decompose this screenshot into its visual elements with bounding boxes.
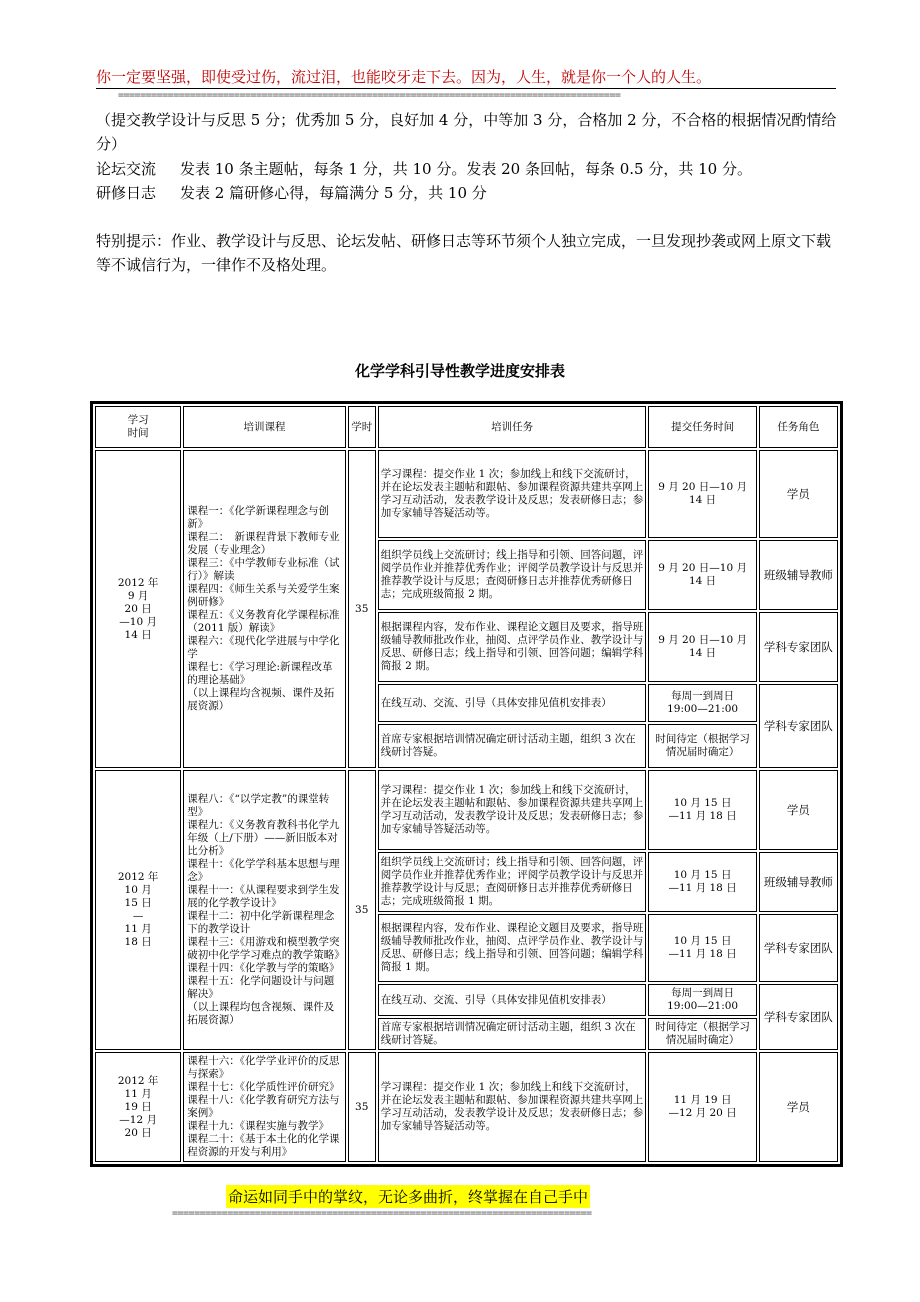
period2-time: 2012 年 10 月 15 日 — 11 月 18 日 xyxy=(95,770,181,1050)
period3-courses xyxy=(183,1052,345,1162)
course-item: 课程十六：《化学学业评价的反思与探索》 xyxy=(187,1055,340,1080)
header-separator: =========================================================================================== xyxy=(118,90,621,101)
table-title: 化学学科引导性教学进度安排表 xyxy=(354,362,565,380)
course-item: 课程十五：化学问题设计与问题解决》 xyxy=(187,975,335,1000)
course-item: 课程四：《师生关系与关爱学生案例研修》 xyxy=(187,583,340,608)
period1-courses xyxy=(183,450,345,768)
course-item: 课程二： 新课程背景下教师专业发展（专业理念） xyxy=(187,531,340,556)
footer-separator: ============================================================================ xyxy=(172,1208,592,1219)
period1-time-learner: 9 月 20 日—10 月 14 日 xyxy=(648,450,756,538)
period1-time-online: 每周一到周日 19:00—21:00 xyxy=(648,684,756,722)
period1-task-online: 在线互动、交流、引导（具体安排见值机安排表） xyxy=(378,684,647,722)
period1-time-tutor: 9 月 20 日—10 月 14 日 xyxy=(648,540,756,610)
course-item: 课程八：《“以学定教”的课堂转型》 xyxy=(187,793,330,818)
period2-time-chief: 时间待定（根据学习情况届时确定） xyxy=(648,1018,756,1050)
period2-task-tutor: 组织学员线上交流研讨；线上指导和引领、回答问题，评阅学员作业并推荐优秀作业；评阅学员教学设计与反思并推荐教学设计与反思；查阅研修日志并推荐优秀研修日志；完成班级简报 1 期。 xyxy=(378,852,647,912)
scoring-note: （提交教学设计与反思 5 分；优秀加 5 分，良好加 4 分，中等加 3 分，合格加 2 分，不合格的根据情况酌情给分） xyxy=(96,111,837,153)
period2-task-learner: 学习课程：提交作业 1 次；参加线上和线下交流研讨，并在论坛发表主题帖和跟帖、参加课程资源共建共享网上学习互动活动，发表教学设计及反思；发表研修日志；参加专家辅导答疑活动等。 xyxy=(378,770,647,850)
course-item: 课程一：《化学新课程理念与创新》 xyxy=(187,505,329,530)
period2-role-tutor: 班级辅导教师 xyxy=(759,852,838,912)
schedule-table xyxy=(90,401,843,1167)
period1-role-online: 学科专家团队 xyxy=(759,684,838,768)
header-time: 学习 时间 xyxy=(95,406,181,448)
course-item: 课程十三：《用游戏和模型教学突破初中化学学习难点的教学策略》 xyxy=(187,936,345,961)
period2-role-expert: 学科专家团队 xyxy=(759,914,838,982)
forum-line xyxy=(96,157,840,181)
course-item: （以上课程均含视频、课件及拓展资源） xyxy=(187,687,335,712)
course-item: 课程十：《化学学科基本思想与理念》 xyxy=(187,858,340,883)
header-task: 培训任务 xyxy=(378,406,647,448)
period1-time-expert: 9 月 20 日—10 月 14 日 xyxy=(648,612,756,682)
period2-task-chief: 首席专家根据培训情况确定研讨活动主题，组织 3 次在线研讨答疑。 xyxy=(378,1018,647,1050)
course-item: （以上课程均包含视频、课件及拓展资源） xyxy=(187,1001,335,1026)
period1-role-tutor: 班级辅导教师 xyxy=(759,540,838,610)
course-item: 课程十四：《化学教与学的策略》 xyxy=(187,962,340,974)
log-line xyxy=(96,181,840,205)
period3-time-learner: 11 月 19 日 —12 月 20 日 xyxy=(648,1052,756,1162)
period1-role-learner: 学员 xyxy=(759,450,838,538)
course-item: 课程十八：《化学教育研究方法与案例》 xyxy=(187,1094,340,1119)
period1-task-learner: 学习课程：提交作业 1 次；参加线上和线下交流研讨，并在论坛发表主题帖和跟帖、参加课程资源共建共享网上学习互动活动，发表教学设计及反思；发表研修日志；参加专家辅导答疑活动等。 xyxy=(378,450,647,538)
course-item: 课程十九：《课程实施与教学》 xyxy=(187,1120,329,1132)
period2-role-learner: 学员 xyxy=(759,770,838,850)
course-item: 课程六：《现代化学进展与中学化学 xyxy=(187,635,340,660)
period1-task-expert: 根据课程内容，发布作业、课程论文题目及要求，指导班级辅导教师批改作业，抽阅、点评学员作业、教学设计与反思、研修日志；线上指导和引领、回答问题；编辑学科简报 2 期。 xyxy=(378,612,647,682)
period2-time-expert: 10 月 15 日 —11 月 18 日 xyxy=(648,914,756,982)
period1-task-tutor: 组织学员线上交流研讨；线上指导和引领、回答问题，评阅学员作业并推荐优秀作业；评阅学员教学设计与反思并推荐教学设计与反思；查阅研修日志并推荐优秀研修日志；完成班级简报 2 期。 xyxy=(378,540,647,610)
header-rule xyxy=(96,88,836,89)
footer-motto: 命运如同手中的掌纹，无论多曲折，终掌握在自己手中 xyxy=(226,1185,590,1208)
period2-time-online: 每周一到周日 19:00—21:00 xyxy=(648,984,756,1016)
header-row xyxy=(95,406,838,448)
log-label: 研修日志 xyxy=(96,184,157,202)
period2-role-online: 学科专家团队 xyxy=(759,984,838,1050)
table-row xyxy=(95,1052,838,1162)
special-notice: 特别提示：作业、教学设计与反思、论坛发帖、研修日志等环节须个人独立完成，一旦发现抄袭或网上原文下载等不诚信行为，一律作不及格处理。 xyxy=(96,232,832,274)
header-motto: 你一定要坚强，即使受过伤，流过泪，也能咬牙走下去。因为，人生，就是你一个人的人生。 xyxy=(96,68,712,86)
course-item: 课程二十：《基于本土化的化学课程资源的开发与利用》 xyxy=(187,1133,340,1158)
period2-time-learner: 10 月 15 日 —11 月 18 日 xyxy=(648,770,756,850)
period3-time: 2012 年 11 月 19 日 —12 月 20 日 xyxy=(95,1052,181,1162)
header-hours: 学时 xyxy=(348,406,376,448)
period1-task-chief: 首席专家根据培训情况确定研讨活动主题，组织 3 次在线研讨答疑。 xyxy=(378,724,647,768)
period2-courses xyxy=(183,770,345,1050)
forum-text: 发表 10 条主题帖，每条 1 分，共 10 分。发表 20 条回帖，每条 0.5 分，共 10 分。 xyxy=(180,160,752,178)
forum-label: 论坛交流 xyxy=(96,160,157,178)
period1-hours: 35 xyxy=(348,450,376,768)
header-role: 任务角色 xyxy=(759,406,838,448)
table-row xyxy=(95,450,838,538)
course-item: 课程三：《中学教师专业标准（试行）》解读 xyxy=(187,557,340,582)
period3-role-learner: 学员 xyxy=(759,1052,838,1162)
period1-role-expert: 学科专家团队 xyxy=(759,612,838,682)
course-item: 课程十二：初中化学新课程理念下的教学设计 xyxy=(187,910,335,935)
course-item: 课程九：《义务教育教科书化学九年级（上/下册）——新旧版本对比分析》 xyxy=(187,819,340,857)
course-item: 课程七：《学习理论:新课程改革的理论基础》 xyxy=(187,661,333,686)
period2-time-tutor: 10 月 15 日 —11 月 18 日 xyxy=(648,852,756,912)
course-item: 课程五：《义务教育化学课程标准（2011 版）解读》 xyxy=(187,609,340,634)
period2-task-online: 在线互动、交流、引导（具体安排见值机安排表） xyxy=(378,984,647,1016)
log-text: 发表 2 篇研修心得，每篇满分 5 分，共 10 分 xyxy=(180,184,487,202)
period3-hours: 35 xyxy=(348,1052,376,1162)
period2-task-expert: 根据课程内容，发布作业、课程论文题目及要求，指导班级辅导教师批改作业，抽阅、点评学员作业、教学设计与反思、研修日志；线上指导和引领、回答问题；编辑学科简报 1 期。 xyxy=(378,914,647,982)
table-row xyxy=(95,770,838,850)
period3-task-learner: 学习课程：提交作业 1 次；参加线上和线下交流研讨，并在论坛发表主题帖和跟帖、参加课程资源共建共享网上学习互动活动，发表教学设计及反思；发表研修日志；参加专家辅导答疑活动等。 xyxy=(378,1052,647,1162)
header-deadline: 提交任务时间 xyxy=(648,406,756,448)
period1-time: 2012 年 9 月 20 日 —10 月 14 日 xyxy=(95,450,181,768)
period2-hours: 35 xyxy=(348,770,376,1050)
period1-time-chief: 时间待定（根据学习情况届时确定） xyxy=(648,724,756,768)
course-item: 课程十七：《化学质性评价研究》 xyxy=(187,1081,340,1093)
course-item: 课程十一：《从课程要求到学生发展的化学教学设计》 xyxy=(187,884,340,909)
header-course: 培训课程 xyxy=(183,406,345,448)
